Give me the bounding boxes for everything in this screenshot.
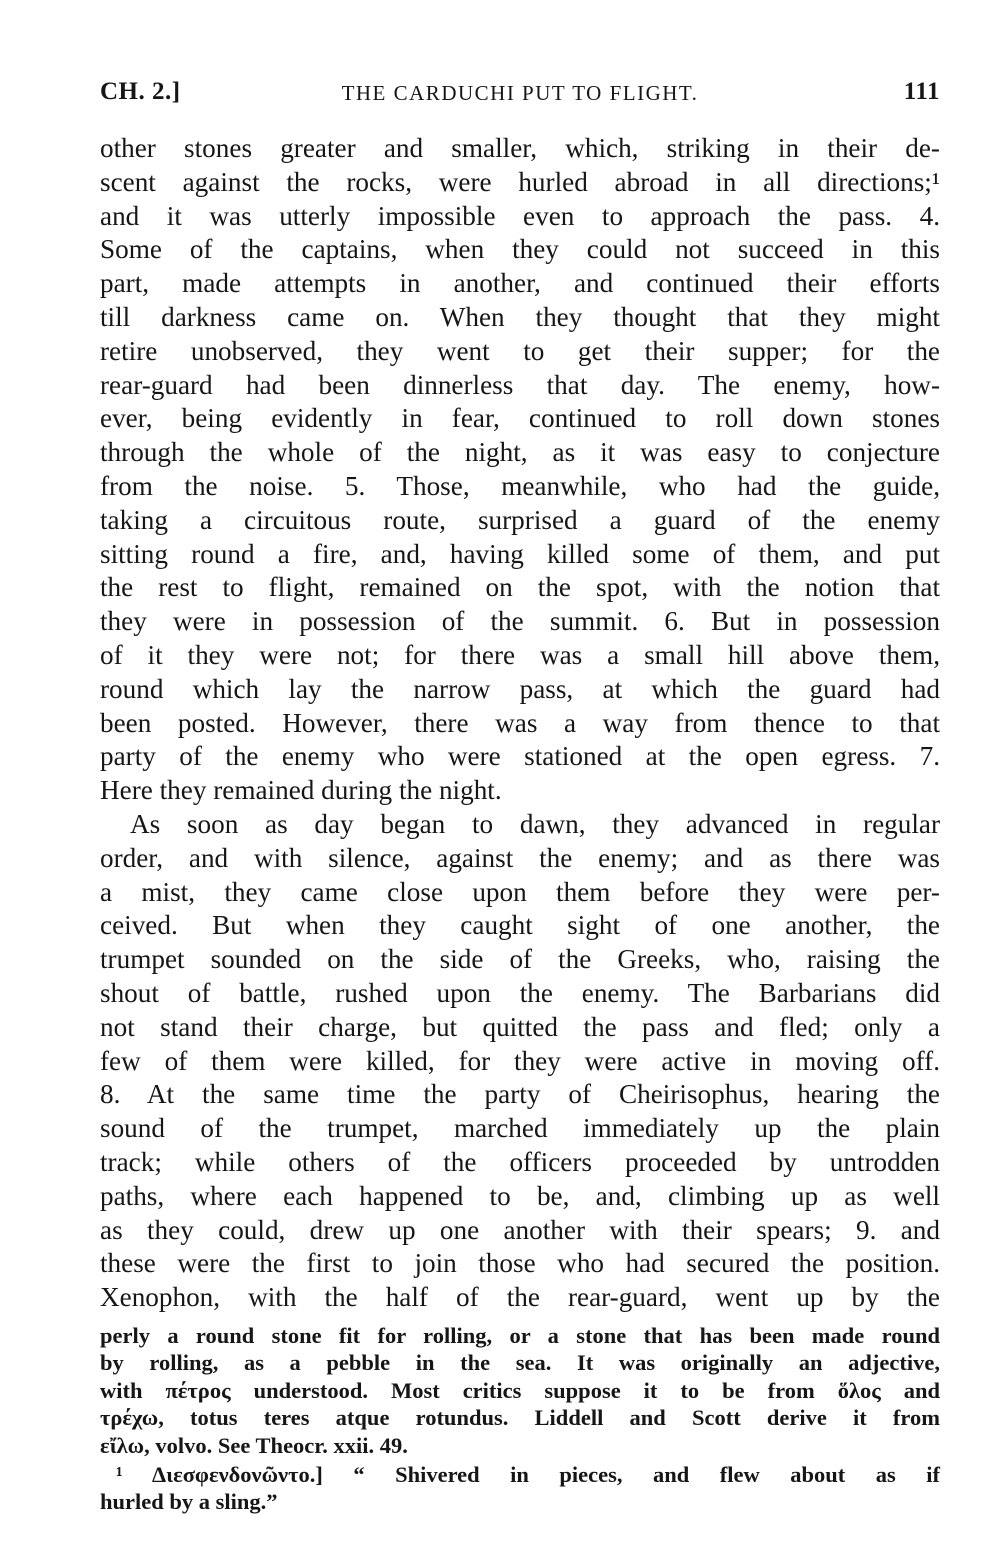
- footnote-line: εἴλω, volvo. See Theocr. xxii. 49.: [100, 1432, 408, 1458]
- footnote-line: hurled by a sling.”: [100, 1489, 278, 1515]
- text-line: few of them were killed, for they were active in moving off.: [100, 1045, 940, 1076]
- text-line: till darkness came on. When they thought that they might: [100, 301, 940, 332]
- chapter-marker: CH. 2.]: [100, 78, 181, 105]
- text-line: taking a circuitous route, surprised a guard of the enemy: [100, 504, 940, 535]
- footnotes: [100, 1322, 940, 1516]
- text-line: party of the enemy who were stationed at the open egress. 7.: [100, 741, 940, 772]
- text-line: from the noise. 5. Those, meanwhile, who had the guide,: [100, 470, 940, 501]
- text-line: the rest to flight, remained on the spot, with the notion that: [100, 572, 940, 603]
- text-line: scent against the rocks, were hurled abroad in all directions;¹: [100, 166, 940, 197]
- text-line: paths, where each happened to be, and, climbing up as well: [100, 1180, 940, 1211]
- text-line: order, and with silence, against the enemy; and as there was: [100, 842, 940, 873]
- text-line: track; while others of the officers proceeded by untrodden: [100, 1146, 940, 1177]
- footnote-line: ¹ Διεσφενδονῶντο.] “ Shivered in pieces, and flew about as if: [116, 1461, 940, 1487]
- text-line: sound of the trumpet, marched immediately up the plain: [100, 1113, 940, 1144]
- footnote-line: perly a round stone fit for rolling, or a stone that has been made round: [100, 1323, 940, 1348]
- text-line: other stones greater and smaller, which, striking in their de-: [100, 133, 940, 163]
- text-line: Xenophon, with the half of the rear-guard, went up by the: [100, 1282, 940, 1313]
- text-line: through the whole of the night, as it was easy to conjecture: [100, 437, 940, 468]
- text-line: shout of battle, rushed upon the enemy. The Barbarians did: [100, 977, 940, 1008]
- footnote-line: by rolling, as a pebble in the sea. It was originally an adjective,: [100, 1350, 940, 1376]
- text-line: a mist, they came close upon them before they were per-: [100, 876, 940, 907]
- text-line: ceived. But when they caught sight of one another, the: [100, 910, 940, 941]
- text-line: retire unobserved, they went to get their supper; for the: [100, 335, 940, 366]
- text-line: 8. At the same time the party of Cheirisophus, hearing the: [100, 1079, 940, 1110]
- footnote-line: with πέτρος understood. Most critics suppose it to be from ὅλος and: [100, 1377, 940, 1403]
- text-line: ever, being evidently in fear, continued to roll down stones: [100, 403, 940, 434]
- main-text: [100, 132, 940, 1315]
- text-line: trumpet sounded on the side of the Greeks, who, raising the: [100, 944, 940, 975]
- text-line: not stand their charge, but quitted the pass and fled; only a: [100, 1011, 940, 1042]
- text-line: round which lay the narrow pass, at which the guard had: [100, 673, 940, 704]
- text-line: of it they were not; for there was a small hill above them,: [100, 639, 940, 670]
- text-line: as they could, drew up one another with their spears; 9. and: [100, 1214, 940, 1245]
- text-line: they were in possession of the summit. 6. But in possession: [100, 606, 940, 637]
- text-line: sitting round a fire, and, having killed some of them, and put: [100, 538, 940, 569]
- running-header: [100, 78, 940, 108]
- text-line: rear-guard had been dinnerless that day. The enemy, how-: [100, 369, 940, 400]
- text-line: part, made attempts in another, and continued their efforts: [100, 268, 940, 299]
- footnote-line: τρέχω, totus teres atque rotundus. Liddell and Scott derive it from: [100, 1405, 940, 1431]
- text-line: these were the first to join those who had secured the position.: [100, 1248, 940, 1279]
- page-number: 111: [903, 78, 940, 105]
- text-line: been posted. However, there was a way from thence to that: [100, 707, 940, 738]
- text-line: Some of the captains, when they could not succeed in this: [100, 234, 940, 265]
- text-line: Here they remained during the night.: [100, 775, 502, 806]
- text-line: As soon as day began to dawn, they advanced in regular: [130, 808, 940, 839]
- running-title: THE CARDUCHI PUT TO FLIGHT.: [341, 81, 699, 105]
- text-line: and it was utterly impossible even to approach the pass. 4.: [100, 200, 940, 231]
